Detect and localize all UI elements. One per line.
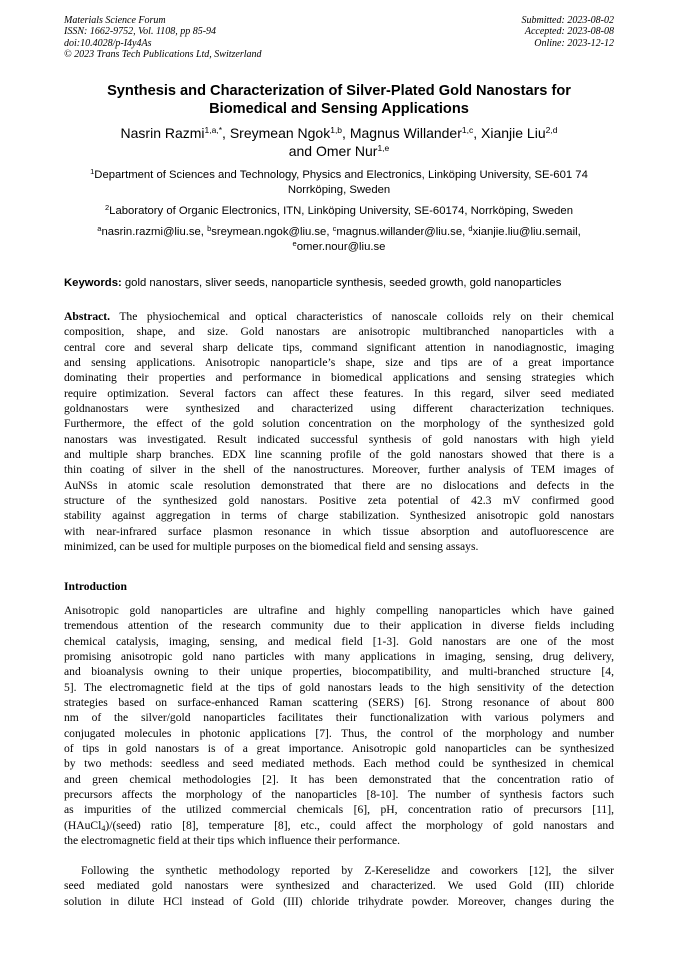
affiliation-2-line-1: [64, 204, 614, 219]
abstract-line: Furthermore, the effect of the gold solution concentration on the morphology of the synthesized gold: [64, 417, 614, 431]
introduction-paragraph-1: [64, 603, 614, 849]
affiliation-mark: 1: [90, 167, 95, 176]
abstract-line: stability against aggregation in terms of charge stabilization. Synthesized anisotropic gold nanostars: [64, 509, 614, 523]
intro-line: 5]. The electromagnetic field at the tips of gold nanostars leads to the high sensitivity of the detection: [64, 680, 614, 694]
affiliation-2: [64, 204, 614, 219]
author-affiliation-mark: 1,a,*: [204, 125, 223, 135]
intro-line: of tips in gold nanostars is of a great importance. Anisotropic gold nanoparticles can be synthesized: [64, 742, 614, 756]
copyright-line: © 2023 Trans Tech Publications Ltd, Switzerland: [64, 49, 262, 61]
affiliation-1-line-1: [64, 168, 614, 183]
author-affiliation-mark: 1,e: [377, 143, 390, 153]
intro-line: the electromagnetic field at their tips which influence their performance.: [64, 834, 401, 848]
intro-line: strategies based on surface-enhanced Raman scattering (SERS) [6]. Strong resonance of about 800: [64, 696, 614, 710]
intro-line: as impurities of the utilized commercial chemicals [6], pH, concentration ratio of precursors [11],: [64, 803, 614, 817]
affiliation-text: Laboratory of Organic Electronics, ITN, Linköping University, SE-60174, Norrköping, Sweden: [109, 205, 573, 217]
emails-line-2: [64, 240, 614, 255]
formula-subscript: 4: [101, 823, 106, 833]
intro-formula-text: (HAuCl: [64, 818, 102, 832]
author-line-1: [64, 124, 614, 142]
email-address[interactable]: magnus.willander@liu.se,: [336, 226, 469, 238]
abstract-line: AuNSs in atomic scale resolution demonstrated that there are no dislocations and defects in the: [64, 478, 614, 492]
intro-line: [64, 818, 614, 833]
email-mark: d: [468, 224, 473, 233]
journal-header-left: [64, 15, 262, 61]
author-name: and Omer Nur: [288, 143, 378, 159]
abstract-line: composition, shape, and size. Gold nanostars are anisotropic multibranched nanoparticles with a: [64, 325, 614, 339]
abstract-line: dominating their properties and performance in biomedical applications and sensing strategies which: [64, 371, 614, 385]
abstract-label: Abstract.: [64, 310, 111, 323]
intro-line: promising anisotropic gold nano particles with many applications in imaging, sensing, drug delivery,: [64, 650, 614, 664]
intro-line: Anisotropic gold nanoparticles are ultrafine and highly compelling nanoparticles which have gained: [64, 604, 614, 617]
submitted-date: Submitted: 2023-08-02: [521, 15, 614, 26]
doi-line: doi:10.4028/p-I4y4As: [64, 37, 152, 49]
journal-name: Materials Science Forum: [64, 15, 166, 26]
intro-line: Following the synthetic methodology reported by Z-Kereselidze and coworkers [12], the silver: [81, 864, 614, 877]
author-emails: [64, 225, 614, 255]
title-line-1: Synthesis and Characterization of Silver-Plated Gold Nanostars for: [107, 83, 571, 99]
introduction-heading: Introduction: [64, 580, 127, 593]
abstract-line: nanostars was investigated. Result indicated successful synthesis of gold nanostars with high yield: [64, 432, 614, 446]
email-address[interactable]: sreymean.ngok@liu.se,: [211, 226, 333, 238]
affiliation-1-line-2: Norrköping, Sweden: [287, 184, 391, 196]
email-address[interactable]: nasrin.razmi@liu.se,: [101, 226, 208, 238]
author-affiliation-mark: 2,d: [545, 125, 558, 135]
abstract-line: goldnanostars were synthesized and characterized using different characterization techniques.: [64, 402, 614, 416]
title-line-2: Biomedical and Sensing Applications: [209, 101, 469, 117]
abstract-line: central core and several sharp delicate tips, command significant attention in nanodiagnostic, imaging: [64, 340, 614, 354]
email-address[interactable]: xianjie.liu@liu.semail,: [472, 226, 581, 238]
affiliation-1: [64, 168, 614, 198]
author-line-2: [64, 142, 614, 160]
intro-line: and green chemical methodologies [2]. It has been demonstrated that the concentration ratio of: [64, 772, 614, 786]
abstract: [64, 309, 614, 555]
affiliation-text: Department of Sciences and Technology, Physics and Electronics, Linköping University, SE-601 74: [94, 169, 588, 181]
author-name: Xianjie Liu: [481, 125, 546, 141]
keywords-label: Keywords:: [64, 277, 122, 289]
intro-line: nm of the silver/gold nanoparticles facilitates their functionalization with various polymers and: [64, 711, 614, 725]
author-separator: ,: [473, 125, 482, 141]
keywords-text: gold nanostars, sliver seeds, nanoparticle synthesis, seeded growth, gold nanoparticles: [121, 277, 562, 289]
intro-line: conjugated molecules in photonic applications [7]. Thus, the control of the morphology and number: [64, 726, 614, 740]
accepted-date: Accepted: 2023-08-08: [524, 26, 614, 38]
introduction-paragraph-2: [64, 863, 614, 909]
email-mark: c: [332, 224, 337, 233]
email-mark: b: [207, 224, 212, 233]
author-affiliation-mark: 1,b: [330, 125, 343, 135]
author-name: Nasrin Razmi: [120, 125, 205, 141]
email-mark: e: [292, 239, 297, 248]
online-date: Online: 2023-12-12: [534, 37, 614, 49]
abstract-line: thin coating of silver in the shell of the nanostructures. Moreover, further analysis of TEM images of: [64, 463, 614, 477]
abstract-line: and multiple sharp branches. EDX line scanning profile of the gold nanostars showed that there is a: [64, 448, 614, 462]
intro-line: seed mediated gold nanostars were synthesized and characterized. We used Gold (III) chloride: [64, 879, 614, 893]
author-separator: ,: [342, 125, 350, 141]
author-affiliation-mark: 1,c: [461, 125, 474, 135]
paper-title: [64, 82, 614, 118]
keywords: [64, 276, 614, 291]
author-name: Magnus Willander: [349, 125, 462, 141]
abstract-line: [64, 309, 614, 324]
intro-line: solution in dilute HCl instead of Gold (III) chloride trihydrate powder. Moreover, changes during the: [64, 894, 614, 908]
issn-line: ISSN: 1662-9752, Vol. 1108, pp 85-94: [64, 26, 217, 38]
author-list: [64, 124, 614, 160]
email-address[interactable]: omer.nour@liu.se: [296, 241, 386, 253]
intro-line: precursors affects the morphology of the nanoparticles [8-10]. The number of synthesis factors such: [64, 788, 614, 802]
email-mark: a: [97, 224, 102, 233]
abstract-line: structure of the synthesized gold nanostars. Positive zeta potential of 42.3 mV confirmed good: [64, 494, 614, 508]
intro-line: tremendous attention of the research community due to their application in diverse fields including: [64, 619, 614, 633]
abstract-line-text: The physiochemical and optical characteristics of nanoscale colloids rely on their chemical: [110, 310, 614, 323]
intro-line-text: )/(seed) ratio [8], temperature [8], etc., could affect the morphology of gold nanostars and: [105, 818, 614, 832]
intro-line: chemical catalysis, imaging, sensing, and medical field [1-3]. Gold nanostars are one of the most: [64, 634, 614, 648]
abstract-line: require optimization. Several factors can affect these features. In this regard, silver seed mediated: [64, 386, 614, 400]
abstract-line: with near-infrared surface plasmon resonance in which tissue absorption and autofluorescence are: [64, 524, 614, 538]
intro-line: and bioanalysis owning to their unique properties, biocompatibility, and multi-branched structure [4,: [64, 665, 614, 679]
abstract-line: and sensing applications. Anisotropic nanoparticle’s shape, size and tips are of a great importance: [64, 356, 614, 370]
author-separator: ,: [222, 125, 230, 141]
intro-line: by two methods: seedless and seed mediated methods. Each method could be synthesized in chemical: [64, 757, 614, 771]
journal-header-right: [522, 15, 615, 49]
affiliation-mark: 2: [105, 203, 110, 212]
author-name: Sreymean Ngok: [229, 125, 331, 141]
abstract-line: minimized, can be used for multiple purposes on the biomedical field and sensing assays.: [64, 540, 479, 554]
emails-line-1: [64, 225, 614, 240]
